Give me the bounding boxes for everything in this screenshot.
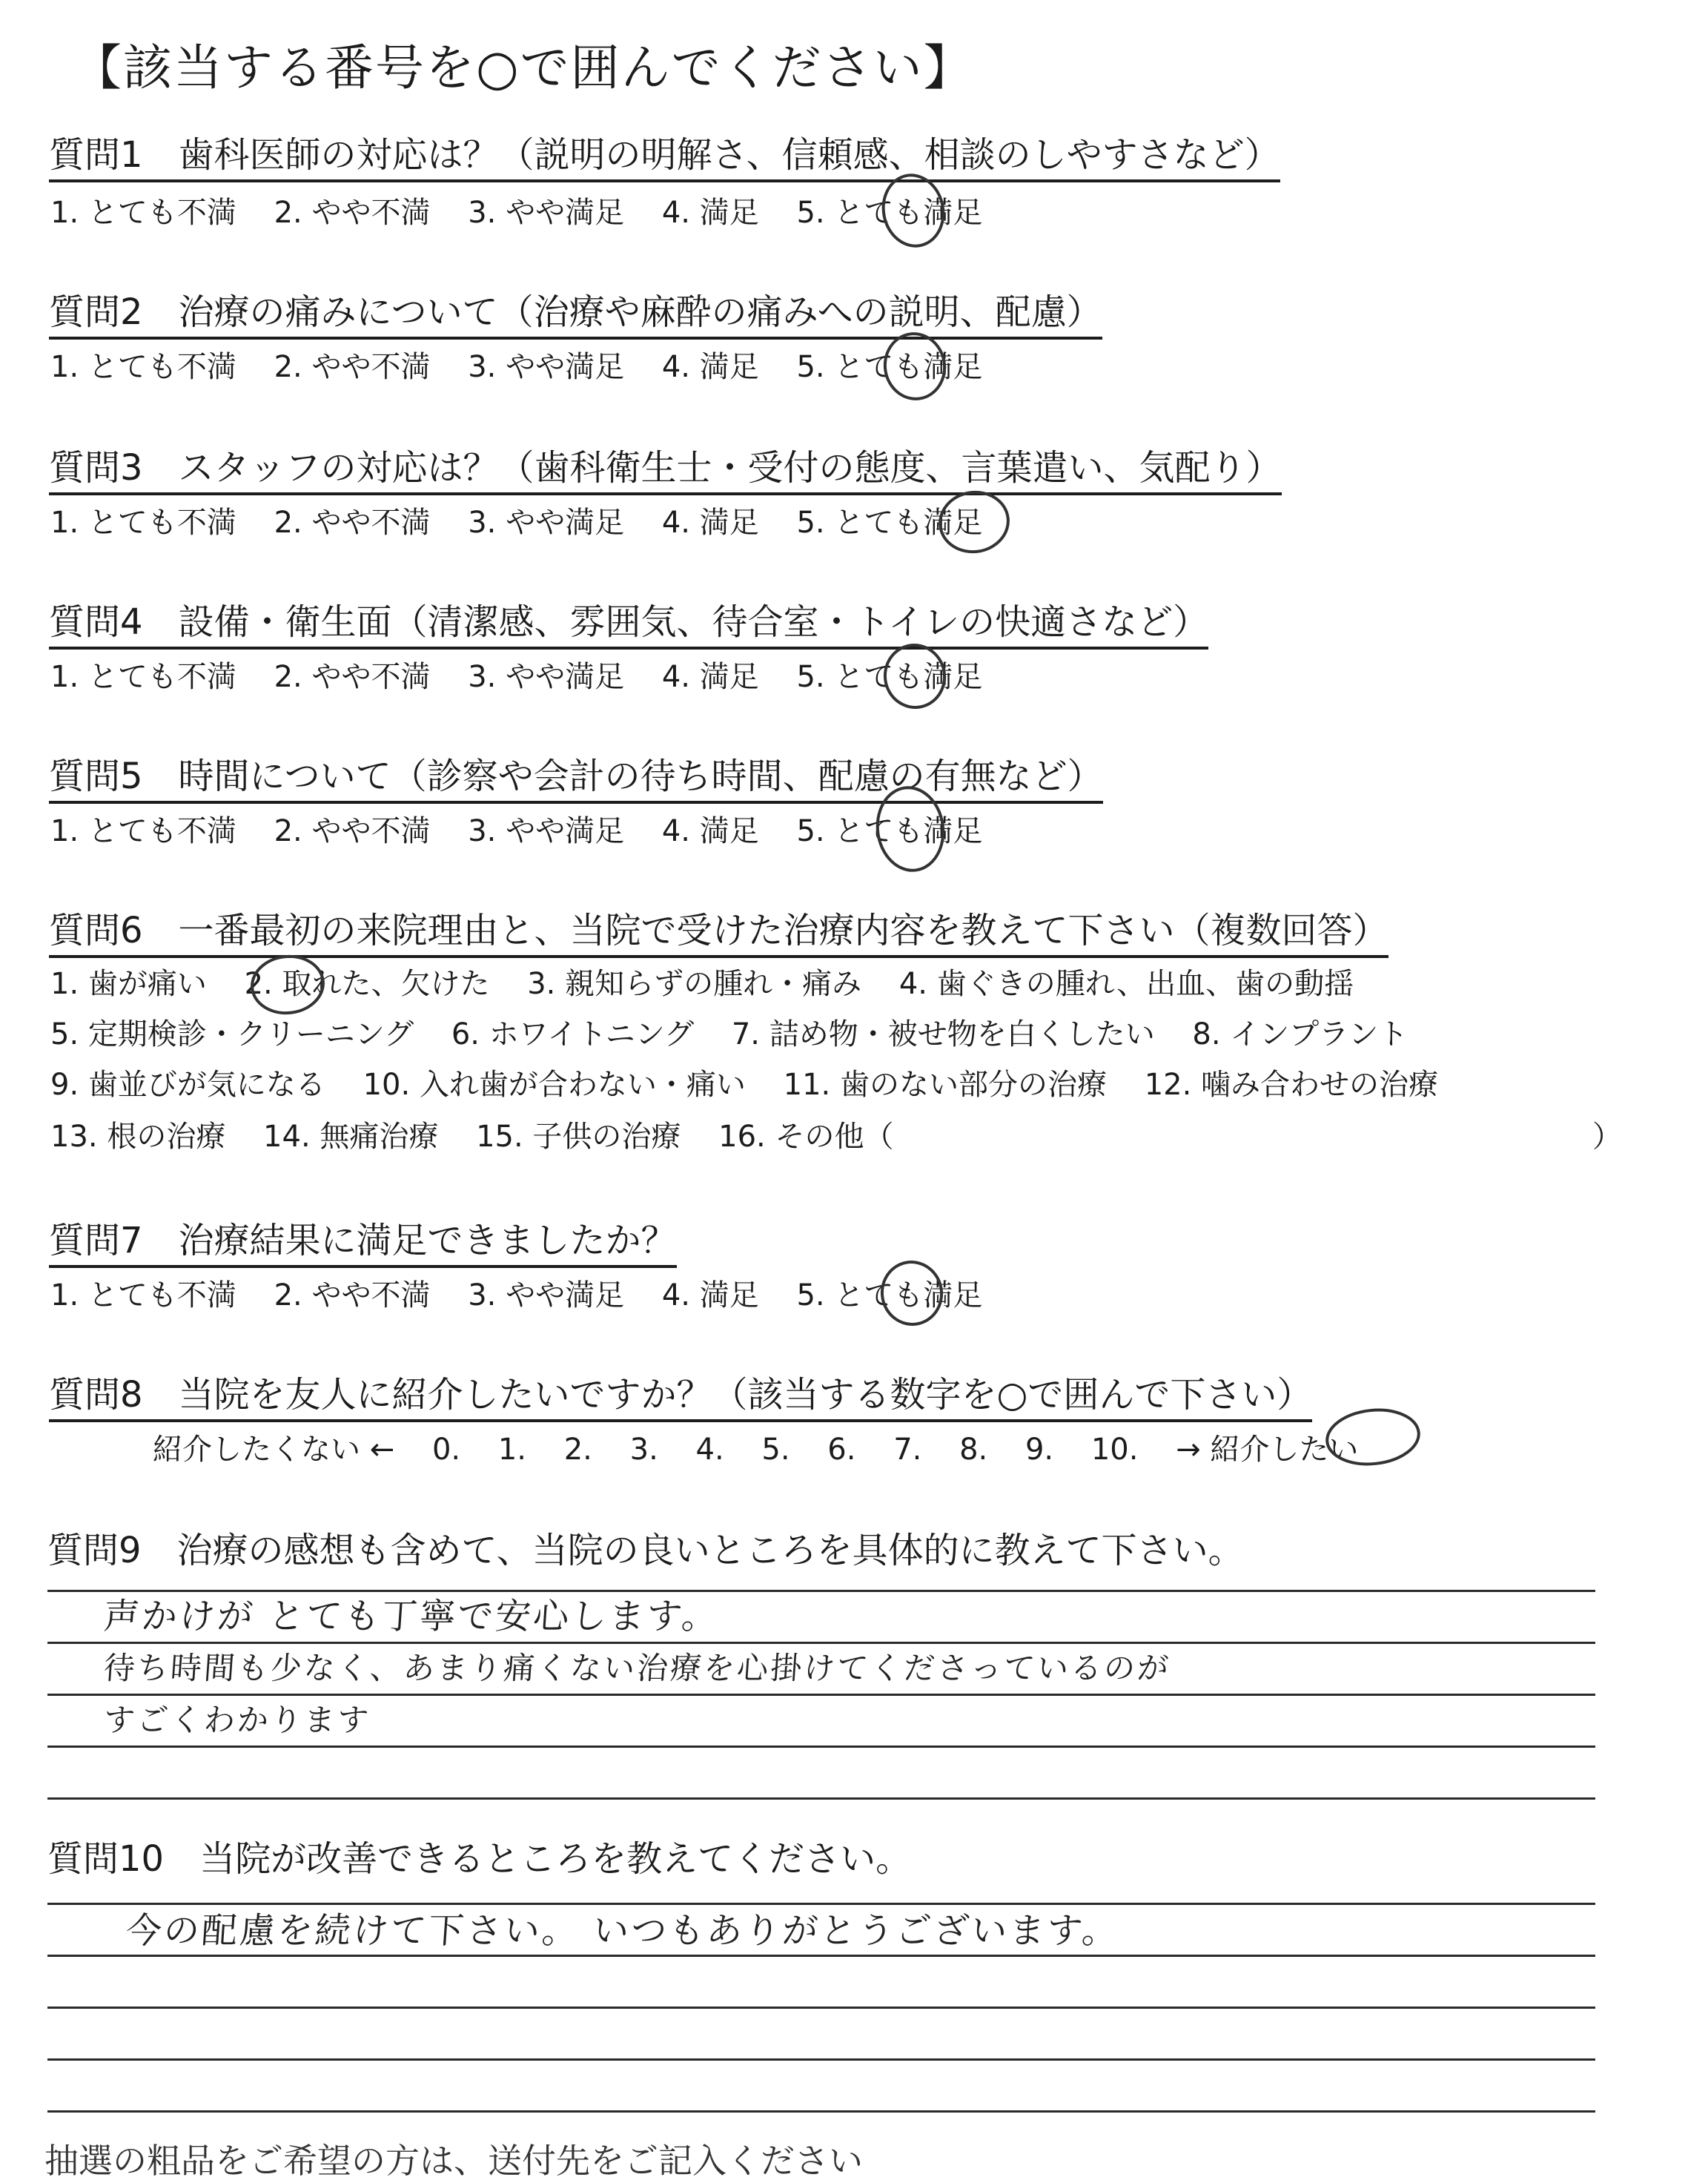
question-3-heading: 質問3 スタッフの対応は？（歯科衛生士・受付の態度、言葉遣い、気配り） bbox=[49, 445, 1282, 495]
scale-0[interactable]: 0. bbox=[431, 1433, 461, 1467]
answer-line bbox=[47, 2058, 1595, 2061]
option-3[interactable]: 3. やや満足 bbox=[468, 350, 625, 384]
reason-12[interactable]: 12. 噛み合わせの治療 bbox=[1144, 1068, 1439, 1102]
answer-line bbox=[47, 1955, 1595, 1957]
reason-15[interactable]: 15. 子供の治療 bbox=[476, 1120, 681, 1154]
option-5[interactable]: 5. とても満足 bbox=[796, 350, 983, 384]
answer-line bbox=[47, 1797, 1595, 1800]
reason-4[interactable]: 4. 歯ぐきの腫れ、出血、歯の動揺 bbox=[898, 967, 1354, 1001]
scale-9[interactable]: 9. bbox=[1025, 1433, 1054, 1467]
option-1[interactable]: 1. とても不満 bbox=[50, 1278, 236, 1312]
scale-1[interactable]: 1. bbox=[497, 1433, 527, 1467]
question-7-options[interactable] bbox=[50, 1277, 1010, 1314]
question-8-scale[interactable] bbox=[153, 1431, 1386, 1468]
question-10-heading: 質問10 当院が改善できるところを教えてください。 bbox=[47, 1838, 912, 1880]
question-1-heading: 質問1 歯科医師の対応は？（説明の明解さ、信頼感、相談のしやすさなど） bbox=[49, 132, 1280, 182]
q9-answer-line-2[interactable]: 待ち時間も少なく、あまり痛くない治療を心掛けてくださっているのが bbox=[102, 1650, 1172, 1686]
question-5-heading: 質問5 時間について（診察や会計の待ち時間、配慮の有無など） bbox=[49, 753, 1103, 804]
option-1[interactable]: 1. とても不満 bbox=[50, 814, 236, 848]
option-2[interactable]: 2. やや不満 bbox=[274, 814, 431, 848]
option-3[interactable]: 3. やや満足 bbox=[468, 660, 625, 694]
reason-13[interactable]: 13. 根の治療 bbox=[50, 1120, 226, 1154]
scale-left-label: 紹介したくない ← bbox=[153, 1433, 395, 1467]
question-7-heading: 質問7 治療結果に満足できましたか？ bbox=[49, 1218, 677, 1268]
option-2[interactable]: 2. やや不満 bbox=[274, 506, 431, 540]
reason-5[interactable]: 5. 定期検診・クリーニング bbox=[50, 1017, 414, 1051]
scale-8[interactable]: 8. bbox=[959, 1433, 988, 1467]
reason-7[interactable]: 7. 詰め物・被せ物を白くしたい bbox=[731, 1017, 1155, 1051]
answer-line bbox=[47, 1590, 1595, 1592]
option-2[interactable]: 2. やや不満 bbox=[274, 660, 431, 694]
question-9-heading: 質問9 治療の感想も含めて、当院の良いところを具体的に教えて下さい。 bbox=[47, 1530, 1244, 1571]
question-1-options[interactable] bbox=[50, 194, 1010, 231]
question-6-row-3[interactable] bbox=[50, 1066, 1466, 1103]
option-5[interactable]: 5. とても満足 bbox=[796, 506, 983, 540]
option-5[interactable]: 5. とても満足 bbox=[796, 660, 983, 694]
question-6-row-2[interactable] bbox=[50, 1016, 1436, 1053]
q9-answer-line-3[interactable]: すごくわかります bbox=[102, 1702, 372, 1738]
answer-line bbox=[47, 1903, 1595, 1905]
answer-line bbox=[47, 2110, 1595, 2113]
reason-16[interactable]: 16. その他（ bbox=[718, 1120, 894, 1154]
option-2[interactable]: 2. やや不満 bbox=[274, 1278, 431, 1312]
question-2-heading: 質問2 治療の痛みについて（治療や麻酔の痛みへの説明、配慮） bbox=[49, 289, 1102, 340]
option-2[interactable]: 2. やや不満 bbox=[274, 350, 431, 384]
option-1[interactable]: 1. とても不満 bbox=[50, 506, 236, 540]
reason-2[interactable]: 2. 取れた、欠けた bbox=[244, 967, 490, 1001]
question-5-options[interactable] bbox=[50, 813, 1010, 850]
reason-1[interactable]: 1. 歯が痛い bbox=[50, 967, 207, 1001]
scale-6[interactable]: 6. bbox=[827, 1433, 856, 1467]
question-4-heading: 質問4 設備・衛生面（清潔感、雰囲気、待合室・トイレの快適さなど） bbox=[49, 599, 1208, 650]
answer-line bbox=[47, 1642, 1595, 1644]
option-3[interactable]: 3. やや満足 bbox=[468, 196, 625, 230]
scale-7[interactable]: 7. bbox=[893, 1433, 922, 1467]
reason-14[interactable]: 14. 無痛治療 bbox=[263, 1120, 439, 1154]
q9-answer-line-1[interactable]: 声かけが とても丁寧で安心します。 bbox=[102, 1596, 721, 1637]
scale-4[interactable]: 4. bbox=[695, 1433, 724, 1467]
option-1[interactable]: 1. とても不満 bbox=[50, 660, 236, 694]
answer-line bbox=[47, 1694, 1595, 1696]
option-3[interactable]: 3. やや満足 bbox=[468, 814, 625, 848]
question-4-options[interactable] bbox=[50, 658, 1010, 696]
question-3-options[interactable] bbox=[50, 504, 1010, 541]
option-1[interactable]: 1. とても不満 bbox=[50, 350, 236, 384]
question-8-heading: 質問8 当院を友人に紹介したいですか？（該当する数字を○で囲んで下さい） bbox=[49, 1372, 1312, 1422]
scale-3[interactable]: 3. bbox=[629, 1433, 658, 1467]
option-4[interactable]: 4. 満足 bbox=[661, 350, 759, 384]
page-title: 【該当する番号を○で囲んでください】 bbox=[73, 39, 974, 96]
question-2-options[interactable] bbox=[50, 349, 1010, 386]
q10-answer-line-1[interactable]: 今の配慮を続けて下さい。 いつもありがとうございます。 bbox=[125, 1910, 1122, 1952]
scale-10[interactable]: 10. bbox=[1090, 1433, 1139, 1467]
option-4[interactable]: 4. 満足 bbox=[661, 660, 759, 694]
reason-11[interactable]: 11. 歯のない部分の治療 bbox=[783, 1068, 1107, 1102]
option-3[interactable]: 3. やや満足 bbox=[468, 1278, 625, 1312]
question-6-heading: 質問6 一番最初の来院理由と、当院で受けた治療内容を教えて下さい（複数回答） bbox=[49, 908, 1388, 958]
scale-right-label[interactable]: → 紹介したい bbox=[1176, 1433, 1359, 1467]
reason-9[interactable]: 9. 歯並びが気になる bbox=[50, 1068, 325, 1102]
option-1[interactable]: 1. とても不満 bbox=[50, 196, 236, 230]
option-5[interactable]: 5. とても満足 bbox=[796, 1278, 983, 1312]
reason-16-close-paren: ） bbox=[1592, 1120, 1622, 1154]
option-4[interactable]: 4. 満足 bbox=[661, 1278, 759, 1312]
reason-6[interactable]: 6. ホワイトニング bbox=[451, 1017, 695, 1051]
answer-line bbox=[47, 1746, 1595, 1748]
scale-5[interactable]: 5. bbox=[761, 1433, 790, 1467]
option-4[interactable]: 4. 満足 bbox=[661, 196, 759, 230]
reason-8[interactable]: 8. インプラント bbox=[1192, 1017, 1409, 1051]
option-5[interactable]: 5. とても満足 bbox=[796, 196, 983, 230]
reason-3[interactable]: 3. 親知らずの腫れ・痛み bbox=[527, 967, 862, 1001]
option-5[interactable]: 5. とても満足 bbox=[796, 814, 983, 848]
option-2[interactable]: 2. やや不満 bbox=[274, 196, 431, 230]
scale-2[interactable]: 2. bbox=[563, 1433, 592, 1467]
question-6-row-1[interactable] bbox=[50, 965, 1382, 1003]
question-6-row-4[interactable] bbox=[50, 1118, 921, 1155]
footer-partial-text: 抽選の粗品をご希望の方は、送付先をご記入ください bbox=[44, 2141, 863, 2181]
answer-line bbox=[47, 2007, 1595, 2009]
option-3[interactable]: 3. やや満足 bbox=[468, 506, 625, 540]
option-4[interactable]: 4. 満足 bbox=[661, 506, 759, 540]
option-4[interactable]: 4. 満足 bbox=[661, 814, 759, 848]
reason-10[interactable]: 10. 入れ歯が合わない・痛い bbox=[363, 1068, 746, 1102]
